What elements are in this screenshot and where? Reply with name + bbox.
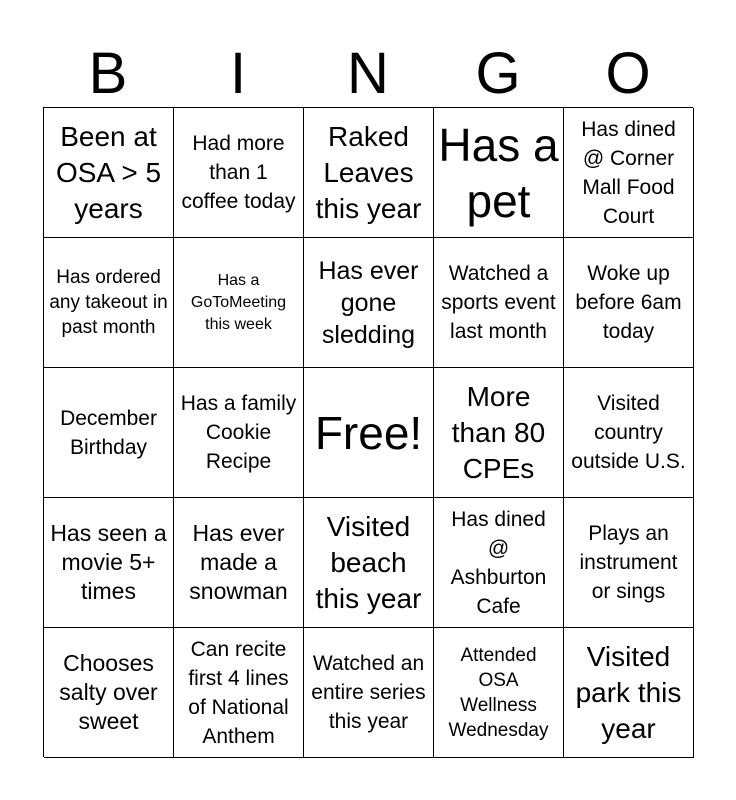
cell-text: Has a GoToMeeting this week: [190, 271, 287, 333]
cell-text: Raked Leaves this year: [315, 120, 422, 224]
cell-text: Plays an instrument or sings: [579, 522, 678, 603]
cell-text: Visited country outside U.S.: [571, 392, 686, 473]
bingo-cell[interactable]: [174, 498, 304, 628]
bingo-cell[interactable]: [44, 238, 174, 368]
bingo-cell[interactable]: [174, 108, 304, 238]
bingo-cell[interactable]: [434, 498, 564, 628]
bingo-cell[interactable]: [304, 108, 434, 238]
bingo-cell[interactable]: [434, 628, 564, 758]
bingo-cell[interactable]: [564, 108, 694, 238]
bingo-header: [43, 40, 693, 108]
cell-text: Visited beach this year: [315, 510, 422, 614]
cell-text: Been at OSA > 5 years: [55, 120, 162, 224]
cell-text: Has dined @ Ashburton Cafe: [450, 507, 547, 618]
cell-text: Visited park this year: [575, 640, 682, 744]
header-letter-i: I: [229, 41, 247, 106]
cell-text: December Birthday: [60, 406, 157, 459]
bingo-cell[interactable]: [174, 238, 304, 368]
bingo-cell[interactable]: [44, 368, 174, 498]
bingo-cell[interactable]: [564, 368, 694, 498]
cell-text: Watched an entire series this year: [311, 652, 426, 733]
header-letter-o: O: [605, 41, 651, 106]
cell-text: Has ever made a snowman: [189, 520, 288, 604]
cell-text: More than 80 CPEs: [451, 380, 546, 484]
bingo-cell[interactable]: [564, 238, 694, 368]
bingo-cell[interactable]: [304, 628, 434, 758]
bingo-cell[interactable]: [304, 498, 434, 628]
free-space[interactable]: [304, 368, 434, 498]
header-letter-g: G: [475, 41, 521, 106]
cell-text: Watched a sports event last month: [441, 262, 556, 343]
cell-text: Has a family Cookie Recipe: [180, 392, 297, 473]
cell-text: Can recite first 4 lines of National Anthem: [188, 637, 289, 748]
bingo-cell[interactable]: [44, 628, 174, 758]
bingo-cell[interactable]: [434, 238, 564, 368]
bingo-cell[interactable]: [564, 498, 694, 628]
cell-text: Has a pet: [438, 118, 559, 227]
bingo-cell[interactable]: [174, 368, 304, 498]
bingo-cell[interactable]: [304, 238, 434, 368]
cell-text: Woke up before 6am today: [575, 262, 682, 343]
bingo-cell[interactable]: [174, 628, 304, 758]
cell-text: Chooses salty over sweet: [59, 650, 158, 734]
bingo-board: [43, 107, 693, 757]
header-letter-b: B: [88, 41, 128, 106]
cell-text: Has ordered any takeout in past month: [49, 267, 168, 338]
bingo-cell[interactable]: [44, 108, 174, 238]
cell-text: Has seen a movie 5+ times: [50, 520, 167, 604]
bingo-cell[interactable]: [434, 368, 564, 498]
bingo-cell[interactable]: [44, 498, 174, 628]
header-letter-n: N: [347, 41, 389, 106]
cell-text: Has dined @ Corner Mall Food Court: [581, 117, 676, 228]
cell-text: Attended OSA Wellness Wednesday: [448, 644, 549, 741]
bingo-cell[interactable]: [564, 628, 694, 758]
cell-text: Has ever gone sledding: [318, 256, 419, 349]
free-space-text: Free!: [314, 406, 423, 459]
cell-text: Had more than 1 coffee today: [181, 132, 296, 213]
bingo-cell[interactable]: [434, 108, 564, 238]
